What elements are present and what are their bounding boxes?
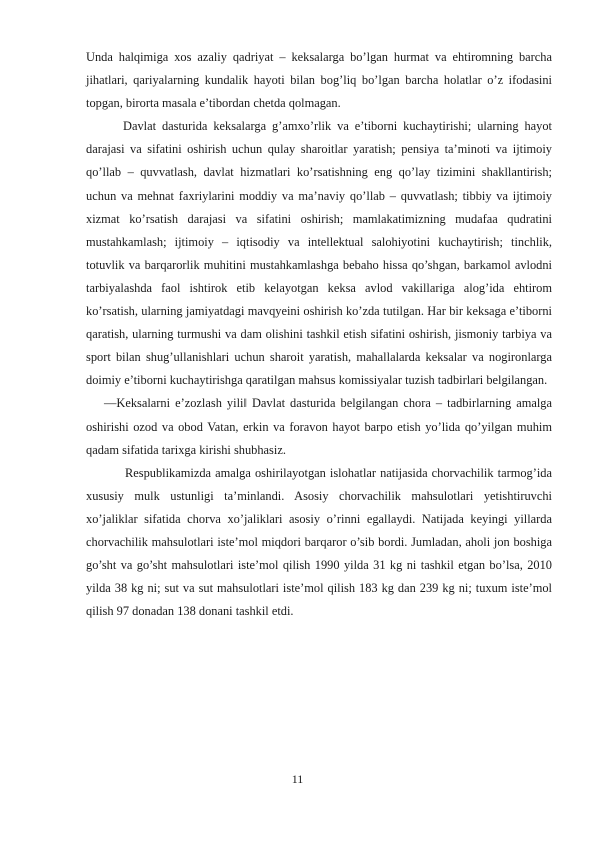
paragraph-3: ―Keksalarni e’zozlash yili‖ Davlat dasturida belgilangan chora – tadbirlarning amalga oshirishi ozod va obod Vatan, erkin va foravon hayot barpo etish yo’lida qo’yilgan muhim qadam sifatida tarixga kirishi shubhasiz. (86, 396, 552, 457)
paragraph-4: Respublikamizda amalga oshirilayotgan islohatlar natijasida chorvachilik tarmog’ida xususiy mulk ustunligi ta’minlandi. Asosiy chorvachilik mahsulotlari yetishtiruvchi xo’jaliklar sifatida chorva xo’jaliklari asosiy o’rinni egallaydi. Natijada keyingi yillarda chorvachilik mahsulotlari iste’mol miqdori barqaror o’sib bordi. Jumladan, aholi jon boshiga go’sht va go’sht mahsulotlari iste’mol qilish 1990 yilda 31 kg ni tashkil etgan bo’lsa, 2010 yilda 38 kg ni; sut va sut mahsulotlari iste’mol qilish 183 kg dan 239 kg ni; tuxum iste’mol qilish 97 donadan 138 donani tashkil etdi. (86, 465, 552, 619)
body-text (86, 46, 552, 623)
paragraph-2: Davlat dasturida keksalarga g’amxo’rlik va e’tiborni kuchaytirishi; ularning hayot darajasi va sifatini oshirish uchun qulay sharoitlar yaratish; pensiya ta’minoti va ijtimoiy qo’llab – quvvatlash, davlat hizmatlari ko’rsatishning eng qo’lay tizimini shakllantirish; uchun va mehnat faxriylarini moddiy va ma’naviy qo’llab – quvvatlash; tibbiy va ijtimoiy xizmat ko’rsatish darajasi va sifatini oshirish; mamlakatimizning mudafaa qudratini mustahkamlash; ijtimoiy – iqtisodiy va intellektual salohiyotini kuchaytirish; tinchlik, totuvlik va barqarorlik muhitini mustahkamlashga bebaho hissa qo’shgan, barkamol avlodni tarbiyalashda faol ishtirok etib kelayotgan keksa avlod vakillariga alog’ida ehtirom ko’rsatish, ularning jamiyatdagi mavqyeini oshirish ko’zda tutilgan. Har bir keksaga e’tiborni qaratish, ularning turmushi va dam olishini tashkil etish sifatini oshirish, jismoniy tarbiya va sport bilan shug’ullanishlari uchun sharoit yaratish, mahallalarda keksalar va nogironlarga doimiy e’tiborni kuchaytirishga qaratilgan mahsus komissiyalar tuzish tadbirlari belgilangan. (86, 119, 552, 388)
paragraph-1: Unda halqimiga xos azaliy qadriyat – keksalarga bo’lgan hurmat va ehtiromning barcha jihatlari, qariyalarning kundalik hayoti bilan bog’liq bo’lgan barcha holatlar o’z ifodasini topgan, birorta masala e’tibordan chetda qolmagan. (86, 50, 552, 111)
page-number: 11 (291, 772, 304, 786)
